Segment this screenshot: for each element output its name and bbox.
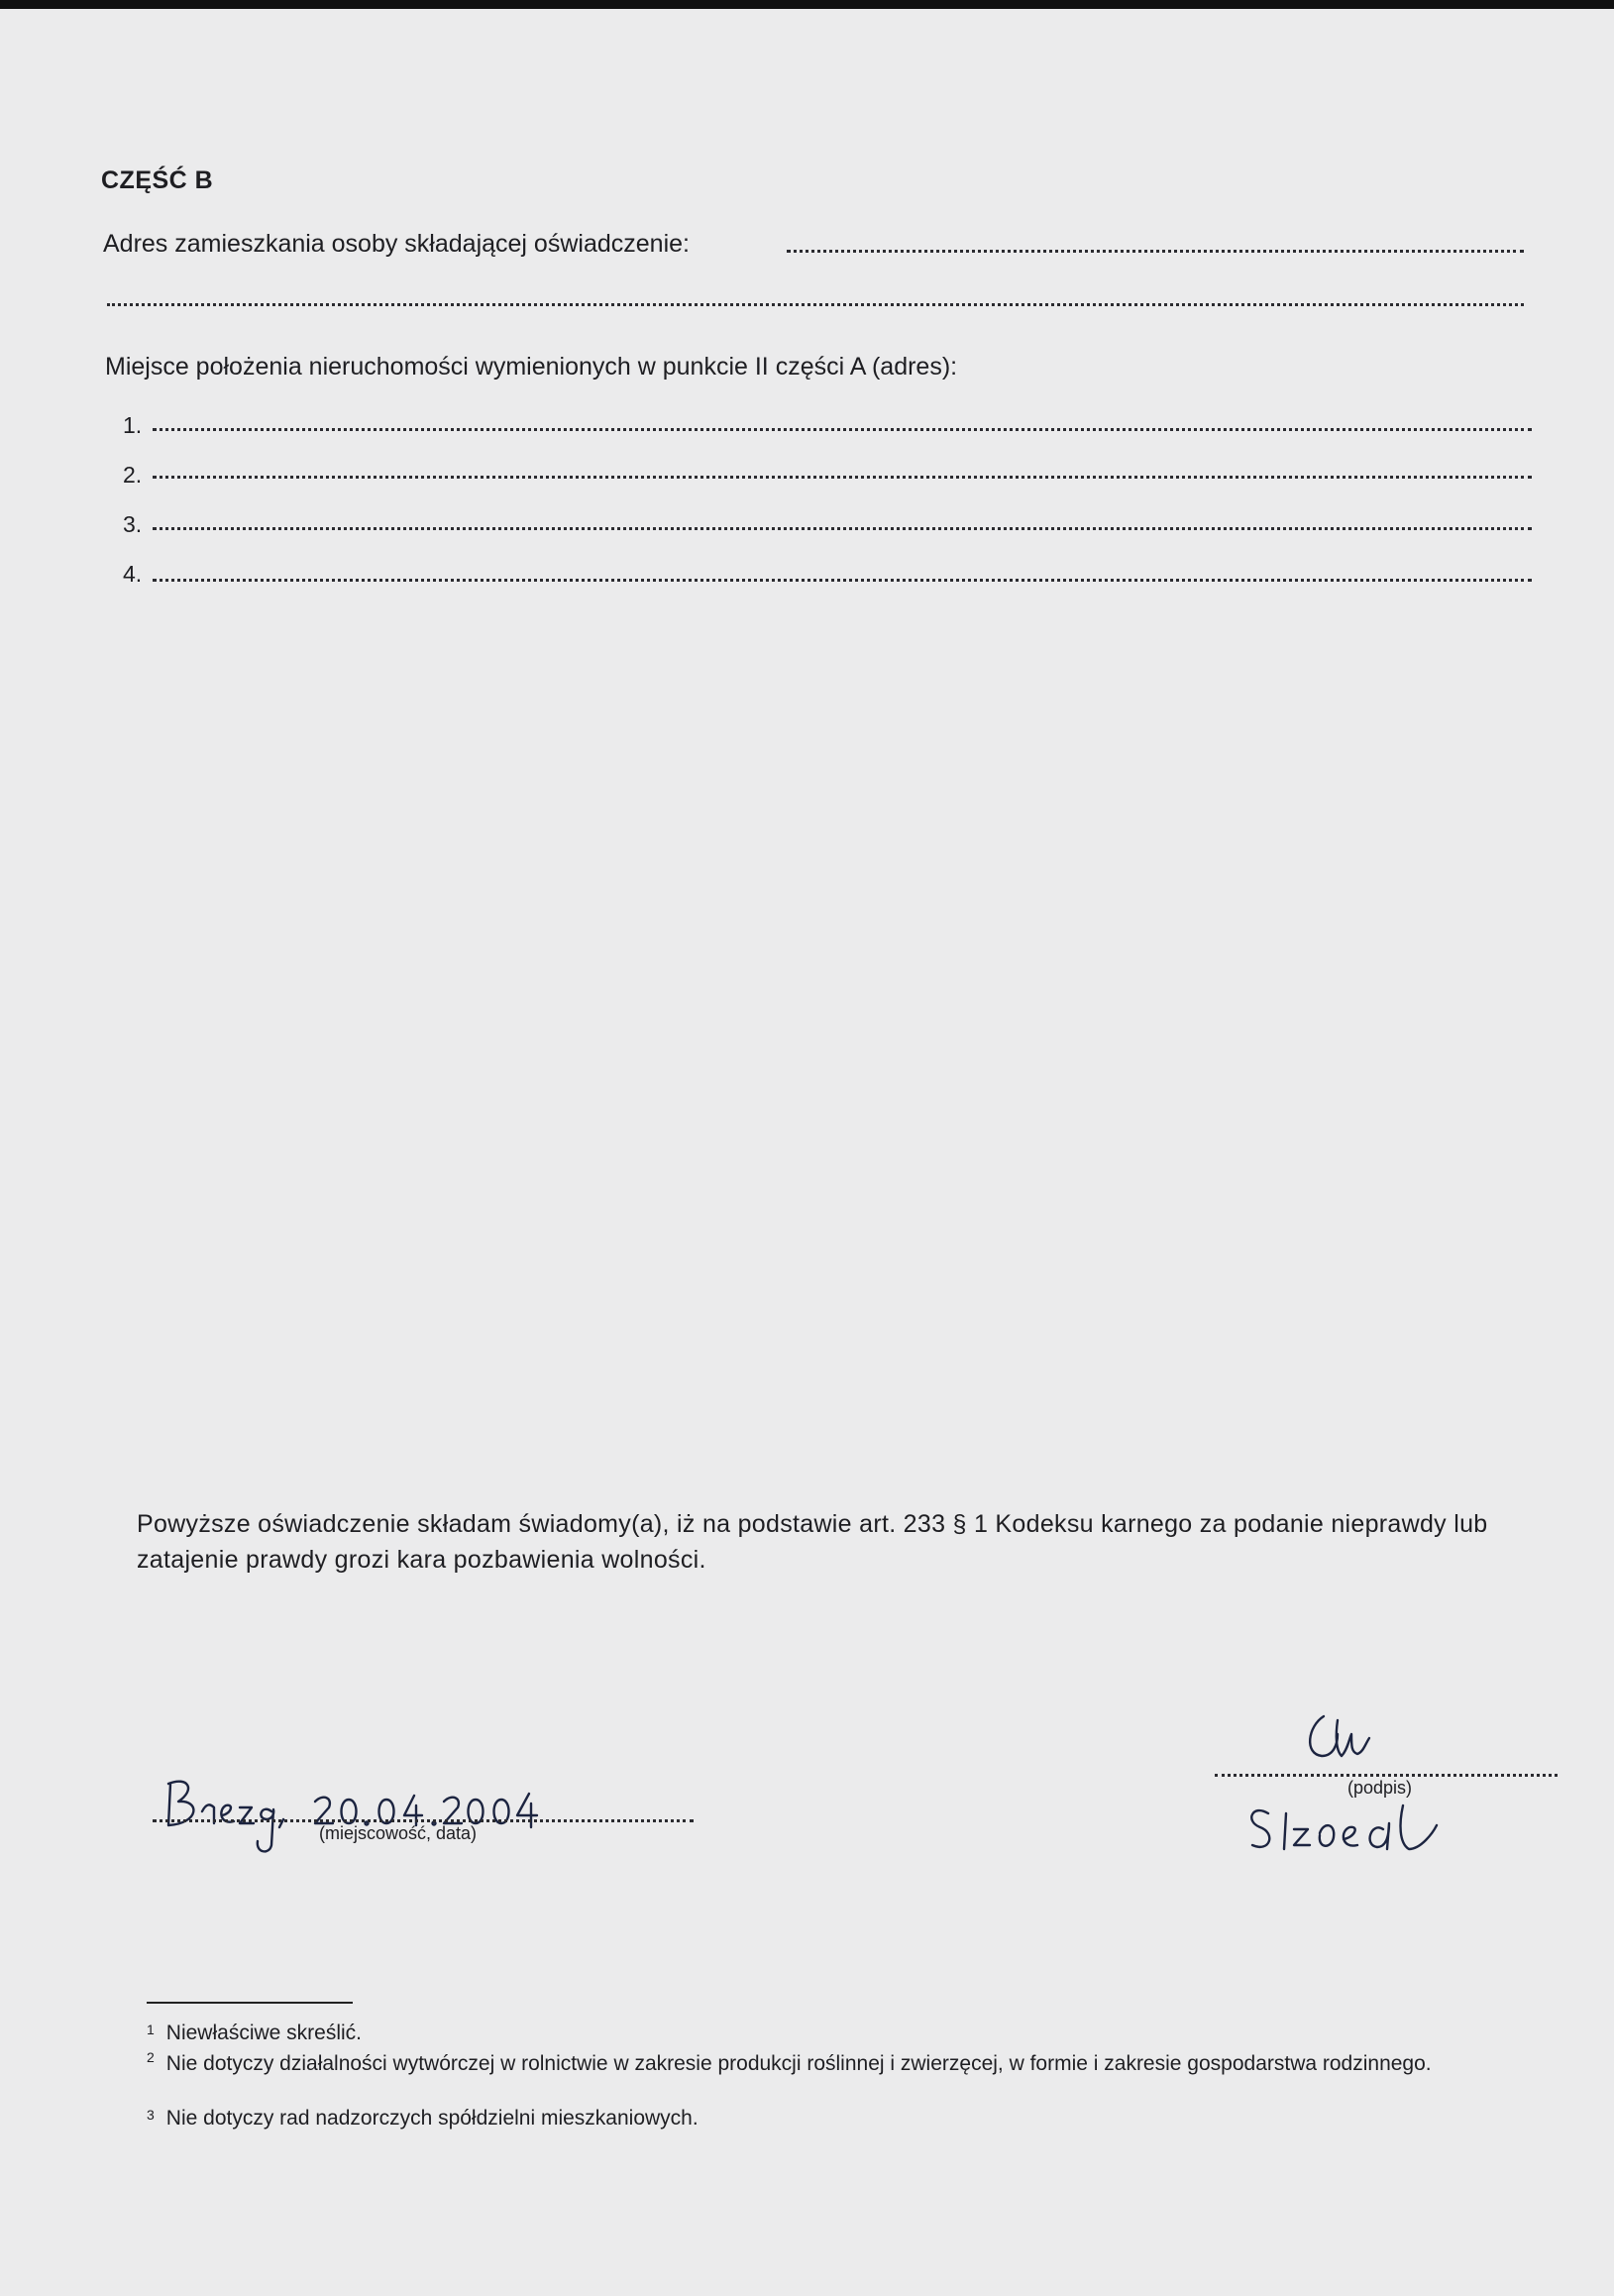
property-label: Miejsce położenia nieruchomości wymienionych w punkcie II części A (adres): <box>105 353 958 381</box>
property-item-4-line <box>153 579 1532 582</box>
property-item-3-line <box>153 527 1532 530</box>
property-item-2-number: 2. <box>123 462 143 488</box>
declaration-statement: Powyższe oświadczenie składam świadomy(a), iż na podstawie art. 233 § 1 Kodeksu karnego za podanie nieprawdy lub zatajenie prawdy grozi kara pozbawienia wolności. <box>137 1510 1488 1574</box>
footnote-3-text: Nie dotyczy rad nadzorczych spółdzielni mieszkaniowych. <box>165 2107 699 2130</box>
signature-line <box>1215 1774 1558 1777</box>
footnote-1-text: Niewłaściwe skreślić. <box>165 2022 362 2044</box>
property-item-4-number: 4. <box>123 561 143 587</box>
footnote-rule <box>147 2002 353 2004</box>
section-heading: CZĘŚĆ B <box>101 166 214 194</box>
footnote-2 <box>147 2049 1573 2079</box>
address-line-1 <box>787 250 1524 253</box>
footnote-1 <box>147 2022 1554 2048</box>
scan-edge <box>0 0 1614 9</box>
footnote-1-marker: 1 <box>147 2022 155 2037</box>
property-item-1-number: 1. <box>123 412 143 438</box>
property-item-1-line <box>153 428 1532 431</box>
address-line-2 <box>107 303 1524 306</box>
address-label: Adres zamieszkania osoby składającej oświadczenie: <box>103 230 690 258</box>
property-item-2-line <box>153 476 1532 479</box>
footnote-3-marker: 3 <box>147 2107 155 2123</box>
footnote-2-text: Nie dotyczy działalności wytwórczej w rolnictwie w zakresie produkcji roślinnej i zwierzęcej, w formie i zakresie gospodarstwa rodzinnego. <box>165 2052 1432 2075</box>
property-item-3-number: 3. <box>123 511 143 537</box>
footnote-2-marker: 2 <box>147 2049 155 2065</box>
footnote-3 <box>147 2107 1554 2133</box>
place-date-handwriting <box>149 1754 565 1863</box>
place-date-caption: (miejscowość, data) <box>319 1823 478 1843</box>
place-date-line <box>153 1819 694 1822</box>
signature-caption: (podpis) <box>1347 1778 1413 1798</box>
